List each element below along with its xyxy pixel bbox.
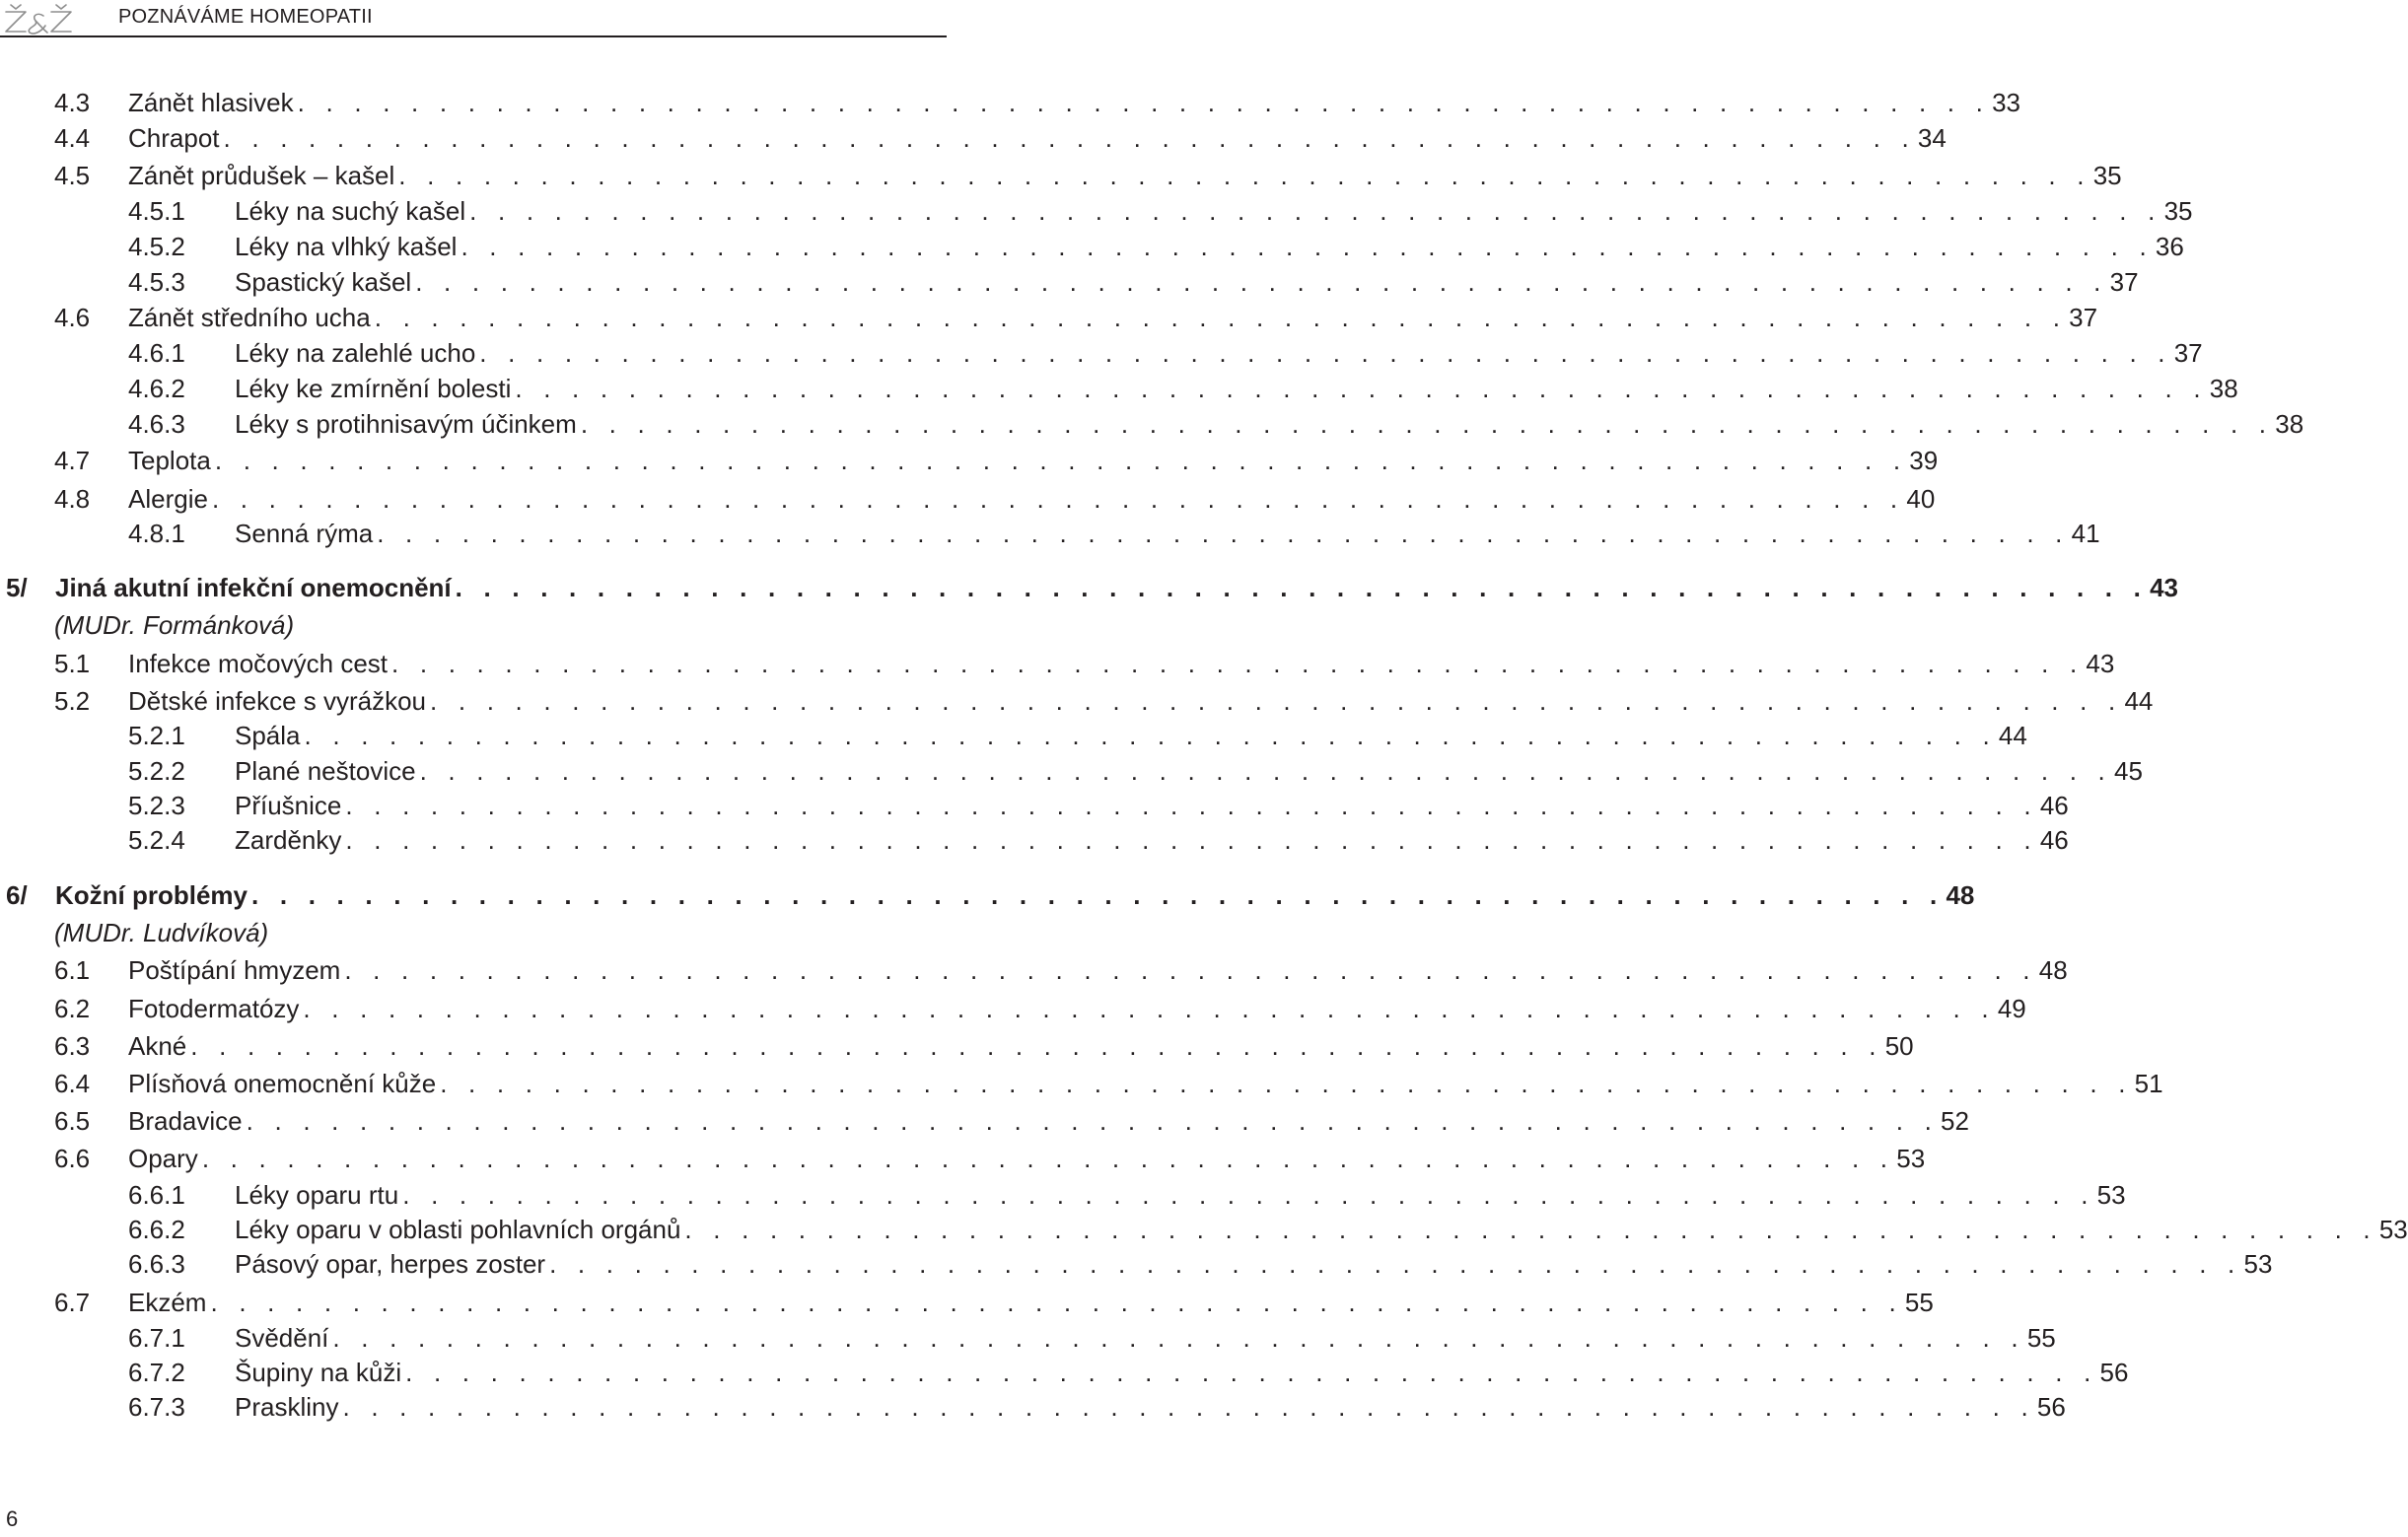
toc-entry-title: Poštípání hmyzem <box>128 955 341 985</box>
toc-entry-row[interactable] <box>0 1320 2056 1356</box>
toc-entry-leader-line <box>235 371 2238 406</box>
dot-leader: . . . . . . . . . . . . . . . . . . . . . . . . . . . . . . . . . . . . . . . . . . . . . . . . . . . . . . . . . . . . <box>374 303 2068 332</box>
dot-leader: . . . . . . . . . . . . . . . . . . . . . . . . . . . . . . . . . . . . . . . . . . . . . . . . . . . . . . . . . . . . <box>201 1144 1895 1173</box>
toc-entry-title: Bradavice <box>128 1106 243 1136</box>
dot-leader: . . . . . . . . . . . . . . . . . . . . . . . . . . . . . . . . . . . . . . . . . . . . . . . . . . . . . . . . . . . . <box>684 1215 2377 1244</box>
toc-entry-page: 34 <box>1917 123 1947 153</box>
dot-leader: . . . . . . . . . . . . . . . . . . . . . . . . . . . . . . . . . . . . . . . . . . . . . . . . . . . . . . . . . . . . <box>303 994 1996 1023</box>
toc-entry-page: 53 <box>2096 1180 2126 1210</box>
toc-entry-number: 4.6.3 <box>128 409 185 439</box>
toc-entry-number: 4.4 <box>54 123 91 153</box>
toc-entry-title: (MUDr. Ludvíková) <box>54 918 269 947</box>
toc-entry-number: 4.6.2 <box>128 374 185 403</box>
dot-leader: . . . . . . . . . . . . . . . . . . . . . . . . . . . . . . . . . . . . . . . . . . . . . . . . . . . . . . . . . . . . <box>214 446 1908 475</box>
toc-entry-title: Spastický kašel <box>235 267 412 297</box>
toc-entry-leader-line <box>235 516 2100 551</box>
toc-entry-page: 46 <box>2039 825 2069 855</box>
dot-leader: . . . . . . . . . . . . . . . . . . . . . . . . . . . . . . . . . . . . . . . . . . . . . . . . . . . . . . . . . . . . <box>342 1392 2035 1422</box>
toc-entry-leader-line <box>235 335 2203 371</box>
toc-entry-row[interactable] <box>0 1246 2273 1282</box>
toc-entry-row[interactable] <box>0 788 2069 823</box>
toc-entry-title: Léky na vlhký kašel <box>235 232 458 261</box>
toc-entry-number: 6.5 <box>54 1106 91 1136</box>
dot-leader: . . . . . . . . . . . . . . . . . . . . . . . . . . . . . . . . . . . . . . . . . . . . . . . . . . . . . . . . . . . . <box>391 649 2085 678</box>
toc-entry-number: 4.8 <box>54 484 91 514</box>
toc-entry-title: Léky ke zmírnění bolesti <box>235 374 512 403</box>
dot-leader: . . . . . . . . . . . . . . . . . . . . . . . . . . . . . . . . . . . . . . . . . . . . . . . . . . . . . . . . . . . . <box>455 573 2149 602</box>
toc-entry-title: Zarděnky <box>235 825 342 855</box>
toc-entry-page: 43 <box>2086 649 2115 678</box>
toc-entry-number: 6.6.2 <box>128 1215 185 1244</box>
toc-entry-row[interactable] <box>0 85 2020 120</box>
toc-entry-number: 6.4 <box>54 1069 91 1098</box>
toc-entry-leader-line <box>235 1355 2129 1390</box>
dot-leader: . . . . . . . . . . . . . . . . . . . . . . . . . . . . . . . . . . . . . . . . . . . . . . . . . . . . . . . . . . . . <box>345 791 2038 820</box>
toc-entry-number: 5.2 <box>54 686 91 716</box>
toc-entry-row[interactable] <box>0 158 2122 193</box>
toc-entry-leader-line <box>128 1066 2163 1101</box>
toc-entry-row[interactable] <box>0 1212 2408 1247</box>
toc-entry-leader-line <box>235 1177 2126 1213</box>
dot-leader: . . . . . . . . . . . . . . . . . . . . . . . . . . . . . . . . . . . . . . . . . . . . . . . . . . . . . . . . . . . . <box>345 825 2038 855</box>
toc-entry-page: 48 <box>2038 955 2068 985</box>
dot-leader: . . . . . . . . . . . . . . . . . . . . . . . . . . . . . . . . . . . . . . . . . . . . . . . . . . . . . . . . . . . . <box>304 721 1997 750</box>
toc-entry-title: Ekzém <box>128 1288 207 1317</box>
dot-leader: . . . . . . . . . . . . . . . . . . . . . . . . . . . . . . . . . . . . . . . . . . . . . . . . . . . . . . . . . . . . <box>190 1031 1883 1061</box>
toc-entry-leader-line <box>235 406 2304 442</box>
dot-leader: . . . . . . . . . . . . . . . . . . . . . . . . . . . . . . . . . . . . . . . . . . . . . . . . . . . . . . . . . . . . <box>398 161 2091 190</box>
toc-entry-title: Pásový opar, herpes zoster <box>235 1249 546 1279</box>
toc-entry-leader-line <box>128 683 2154 719</box>
toc-author-note <box>0 607 947 643</box>
dot-leader: . . . . . . . . . . . . . . . . . . . . . . . . . . . . . . . . . . . . . . . . . . . . . . . . . . . . . . . . . . . . <box>469 196 2162 226</box>
dot-leader: . . . . . . . . . . . . . . . . . . . . . . . . . . . . . . . . . . . . . . . . . . . . . . . . . . . . . . . . . . . . <box>430 686 2123 716</box>
toc-entry-page: 53 <box>2243 1249 2273 1279</box>
toc-entry-number: 4.7 <box>54 446 91 475</box>
toc-entry-leader-line <box>235 1389 2066 1425</box>
dot-leader: . . . . . . . . . . . . . . . . . . . . . . . . . . . . . . . . . . . . . . . . . . . . . . . . . . . . . . . . . . . . <box>402 1180 2095 1210</box>
toc-entry-row[interactable] <box>0 1177 2126 1213</box>
toc-entry-number: 6.6.3 <box>128 1249 185 1279</box>
toc-entry-page: 53 <box>1896 1144 1926 1173</box>
dot-leader: . . . . . . . . . . . . . . . . . . . . . . . . . . . . . . . . . . . . . . . . . . . . . . . . . . . . . . . . . . . . <box>246 1106 1940 1136</box>
toc-entry-title: Jiná akutní infekční onemocnění <box>55 573 452 602</box>
toc-entry-page: 35 <box>2163 196 2193 226</box>
toc-entry-row[interactable] <box>0 120 1947 156</box>
toc-entry-title: Kožní problémy <box>55 880 248 910</box>
toc-entry-title: Léky na suchý kašel <box>235 196 466 226</box>
toc-entry-title: Léky oparu rtu <box>235 1180 399 1210</box>
dot-leader: . . . . . . . . . . . . . . . . . . . . . . . . . . . . . . . . . . . . . . . . . . . . . . . . . . . . . . . . . . . . <box>515 374 2208 403</box>
dot-leader: . . . . . . . . . . . . . . . . . . . . . . . . . . . . . . . . . . . . . . . . . . . . . . . . . . . . . . . . . . . . <box>377 519 2070 548</box>
toc-entry-title: Akné <box>128 1031 187 1061</box>
toc-entry-leader-line <box>128 120 1947 156</box>
toc-entry-title: Fotodermatózy <box>128 994 300 1023</box>
toc-entry-number: 6/ <box>6 880 28 910</box>
toc-entry-page: 45 <box>2113 756 2143 786</box>
toc-entry-leader-line <box>235 718 2027 753</box>
toc-entry-page: 56 <box>2099 1358 2129 1387</box>
toc-entry-row[interactable] <box>0 193 2193 229</box>
toc-entry-row[interactable] <box>0 1285 1934 1320</box>
toc-entry-title: Alergie <box>128 484 208 514</box>
toc-entry-number: 4.6.1 <box>128 338 185 368</box>
toc-entry-leader-line <box>54 607 941 643</box>
toc-entry-row[interactable] <box>0 753 2143 789</box>
toc-entry-page: 51 <box>2134 1069 2163 1098</box>
dot-leader: . . . . . . . . . . . . . . . . . . . . . . . . . . . . . . . . . . . . . . . . . . . . . . . . . . . . . . . . . . . . <box>405 1358 2098 1387</box>
toc-chapter-row[interactable] <box>0 877 1975 913</box>
toc-entry-page: 44 <box>1998 721 2027 750</box>
toc-entry-row[interactable] <box>0 646 2115 681</box>
toc-entry-row[interactable] <box>0 481 1936 517</box>
toc-entry-row[interactable] <box>0 1389 2066 1425</box>
toc-entry-leader-line <box>128 646 2115 681</box>
running-header-title: POZNÁVÁME HOMEOPATII <box>118 6 373 28</box>
toc-entry-title: Chrapot <box>128 123 220 153</box>
toc-entry-number: 4.8.1 <box>128 519 185 548</box>
toc-entry-title: Šupiny na kůži <box>235 1358 402 1387</box>
toc-entry-page: 38 <box>2209 374 2238 403</box>
toc-entry-page: 37 <box>2109 267 2139 297</box>
toc-entry-number: 5.2.4 <box>128 825 185 855</box>
toc-entry-page: 53 <box>2378 1215 2408 1244</box>
toc-entry-number: 5/ <box>6 573 28 602</box>
toc-entry-leader-line <box>235 1320 2056 1356</box>
toc-entry-number: 6.3 <box>54 1031 91 1061</box>
toc-entry-number: 4.6 <box>54 303 91 332</box>
toc-entry-leader-line <box>235 229 2184 264</box>
toc-entry-page: 33 <box>1992 88 2020 117</box>
toc-entry-page: 44 <box>2124 686 2154 716</box>
toc-entry-page: 55 <box>1904 1288 1934 1317</box>
toc-entry-leader-line <box>235 1212 2408 1247</box>
toc-entry-row[interactable] <box>0 1355 2129 1390</box>
toc-entry-number: 6.7.1 <box>128 1323 185 1353</box>
toc-entry-title: Léky oparu v oblasti pohlavních orgánů <box>235 1215 681 1244</box>
toc-entry-leader-line <box>235 753 2143 789</box>
toc-entry-row[interactable] <box>0 1028 1914 1064</box>
toc-entry-page: 39 <box>1909 446 1939 475</box>
toc-entry-number: 6.6 <box>54 1144 91 1173</box>
toc-entry-number: 6.6.1 <box>128 1180 185 1210</box>
toc-entry-title: Teplota <box>128 446 211 475</box>
toc-entry-number: 4.5.2 <box>128 232 185 261</box>
toc-entry-title: Spála <box>235 721 301 750</box>
toc-entry-title: Léky na zalehlé ucho <box>235 338 476 368</box>
toc-entry-page: 43 <box>2150 573 2178 602</box>
toc-entry-leader-line <box>128 443 1939 478</box>
toc-entry-title: Senná rýma <box>235 519 374 548</box>
toc-entry-number: 4.5 <box>54 161 91 190</box>
dot-leader: . . . . . . . . . . . . . . . . . . . . . . . . . . . . . . . . . . . . . . . . . . . . . . . . . . . . . . . . . . . . <box>223 123 1916 153</box>
dot-leader: . . . . . . . . . . . . . . . . . . . . . . . . . . . . . . . . . . . . . . . . . . . . . . . . . . . . . . . . . . . . <box>211 484 1905 514</box>
toc-entry-number: 5.2.1 <box>128 721 185 750</box>
toc-chapter-row[interactable] <box>0 570 2178 605</box>
toc-entry-row[interactable] <box>0 516 2100 551</box>
toc-entry-leader-line <box>128 85 2020 120</box>
toc-entry-leader-line <box>235 264 2139 300</box>
toc-entry-leader-line <box>128 991 2026 1026</box>
toc-entry-row[interactable] <box>0 683 2154 719</box>
dot-leader: . . . . . . . . . . . . . . . . . . . . . . . . . . . . . . . . . . . . . . . . . . . . . . . . . . . . . . . . . . . . <box>332 1323 2025 1353</box>
toc-entry-leader-line <box>55 877 1975 913</box>
toc-entry-leader-line <box>235 788 2069 823</box>
toc-entry-leader-line <box>128 481 1936 517</box>
dot-leader: . . . . . . . . . . . . . . . . . . . . . . . . . . . . . . . . . . . . . . . . . . . . . . . . . . . . . . . . . . . . <box>344 955 2037 985</box>
toc-entry-page: 38 <box>2275 409 2304 439</box>
dot-leader: . . . . . . . . . . . . . . . . . . . . . . . . . . . . . . . . . . . . . . . . . . . . . . . . . . . . . . . . . . . . <box>549 1249 2242 1279</box>
toc-entry-leader-line <box>128 1103 1969 1139</box>
toc-entry-row[interactable] <box>0 822 2069 858</box>
toc-entry-number: 4.3 <box>54 88 91 117</box>
toc-entry-number: 6.2 <box>54 994 91 1023</box>
dot-leader: . . . . . . . . . . . . . . . . . . . . . . . . . . . . . . . . . . . . . . . . . . . . . . . . . . . . . . . . . . . . <box>210 1288 1903 1317</box>
dot-leader: . . . . . . . . . . . . . . . . . . . . . . . . . . . . . . . . . . . . . . . . . . . . . . . . . . . . . . . . . . . . <box>440 1069 2133 1098</box>
toc-entry-title: Zánět středního ucha <box>128 303 371 332</box>
toc-entry-row[interactable] <box>0 264 2139 300</box>
toc-entry-number: 6.7 <box>54 1288 91 1317</box>
toc-entry-page: 41 <box>2071 519 2100 548</box>
toc-entry-row[interactable] <box>0 371 2238 406</box>
toc-entry-number: 5.2.2 <box>128 756 185 786</box>
toc-entry-number: 6.7.3 <box>128 1392 185 1422</box>
toc-entry-page: 37 <box>2069 303 2098 332</box>
header-rule <box>0 35 947 37</box>
toc-entry-leader-line <box>128 1285 1934 1320</box>
toc-entry-leader-line <box>235 822 2069 858</box>
toc-entry-number: 4.5.3 <box>128 267 185 297</box>
toc-entry-leader-line <box>55 570 2178 605</box>
toc-entry-title: Plané neštovice <box>235 756 416 786</box>
toc-entry-title: Zánět hlasivek <box>128 88 294 117</box>
toc-entry-row[interactable] <box>0 952 2068 988</box>
toc-entry-row[interactable] <box>0 443 1939 478</box>
toc-entry-title: Plísňová onemocnění kůže <box>128 1069 437 1098</box>
toc-entry-page: 50 <box>1884 1031 1914 1061</box>
dot-leader: . . . . . . . . . . . . . . . . . . . . . . . . . . . . . . . . . . . . . . . . . . . . . . . . . . . . . . . . . . . . <box>580 409 2274 439</box>
toc-entry-number: 5.1 <box>54 649 91 678</box>
toc-entry-row[interactable] <box>0 300 2098 335</box>
dot-leader: . . . . . . . . . . . . . . . . . . . . . . . . . . . . . . . . . . . . . . . . . . . . . . . . . . . . . . . . . . . . <box>297 88 1991 117</box>
toc-entry-page: 56 <box>2036 1392 2066 1422</box>
toc-entry-number: 6.7.2 <box>128 1358 185 1387</box>
toc-entry-title: Svědění <box>235 1323 329 1353</box>
toc-entry-row[interactable] <box>0 1066 2163 1101</box>
toc-entry-leader-line <box>128 300 2098 335</box>
toc-entry-title: (MUDr. Formánková) <box>54 610 295 640</box>
dot-leader: . . . . . . . . . . . . . . . . . . . . . . . . . . . . . . . . . . . . . . . . . . . . . . . . . . . . . . . . . . . . <box>251 880 1945 910</box>
toc-entry-row[interactable] <box>0 406 2304 442</box>
page-number: 6 <box>6 1506 19 1531</box>
toc-entry-title: Zánět průdušek – kašel <box>128 161 395 190</box>
toc-entry-page: 46 <box>2039 791 2069 820</box>
toc-entry-page: 48 <box>1946 880 1975 910</box>
toc-entry-page: 40 <box>1906 484 1936 514</box>
toc-entry-page: 36 <box>2155 232 2184 261</box>
toc-entry-leader-line <box>54 915 941 950</box>
toc-entry-number: 5.2.3 <box>128 791 185 820</box>
toc-entry-row[interactable] <box>0 1141 1926 1176</box>
toc-entry-leader-line <box>235 193 2193 229</box>
toc-entry-title: Léky s protihnisavým účinkem <box>235 409 577 439</box>
toc-entry-title: Opary <box>128 1144 198 1173</box>
toc-entry-leader-line <box>128 952 2068 988</box>
toc-entry-row[interactable] <box>0 229 2184 264</box>
dot-leader: . . . . . . . . . . . . . . . . . . . . . . . . . . . . . . . . . . . . . . . . . . . . . . . . . . . . . . . . . . . . <box>460 232 2154 261</box>
toc-entry-page: 49 <box>1997 994 2026 1023</box>
toc-entry-number: 6.1 <box>54 955 91 985</box>
toc-entry-page: 52 <box>1941 1106 1969 1136</box>
toc-entry-title: Praskliny <box>235 1392 339 1422</box>
toc-entry-page: 55 <box>2026 1323 2056 1353</box>
dot-leader: . . . . . . . . . . . . . . . . . . . . . . . . . . . . . . . . . . . . . . . . . . . . . . . . . . . . . . . . . . . . <box>419 756 2112 786</box>
publisher-logo <box>2 2 75 35</box>
dot-leader: . . . . . . . . . . . . . . . . . . . . . . . . . . . . . . . . . . . . . . . . . . . . . . . . . . . . . . . . . . . . <box>479 338 2172 368</box>
toc-entry-number: 4.5.1 <box>128 196 185 226</box>
toc-entry-row[interactable] <box>0 718 2027 753</box>
toc-entry-title: Infekce močových cest <box>128 649 388 678</box>
toc-author-note <box>0 915 947 950</box>
dot-leader: . . . . . . . . . . . . . . . . . . . . . . . . . . . . . . . . . . . . . . . . . . . . . . . . . . . . . . . . . . . . <box>415 267 2108 297</box>
toc-entry-leader-line <box>128 158 2122 193</box>
toc-entry-leader-line <box>128 1028 1914 1064</box>
toc-entry-row[interactable] <box>0 991 2026 1026</box>
toc-entry-leader-line <box>235 1246 2273 1282</box>
toc-entry-leader-line <box>128 1141 1926 1176</box>
toc-entry-page: 35 <box>2092 161 2122 190</box>
toc-entry-title: Dětské infekce s vyrážkou <box>128 686 427 716</box>
toc-entry-page: 37 <box>2173 338 2203 368</box>
toc-entry-row[interactable] <box>0 1103 1969 1139</box>
page-header <box>0 0 947 39</box>
toc-entry-title: Příušnice <box>235 791 342 820</box>
toc-entry-row[interactable] <box>0 335 2203 371</box>
